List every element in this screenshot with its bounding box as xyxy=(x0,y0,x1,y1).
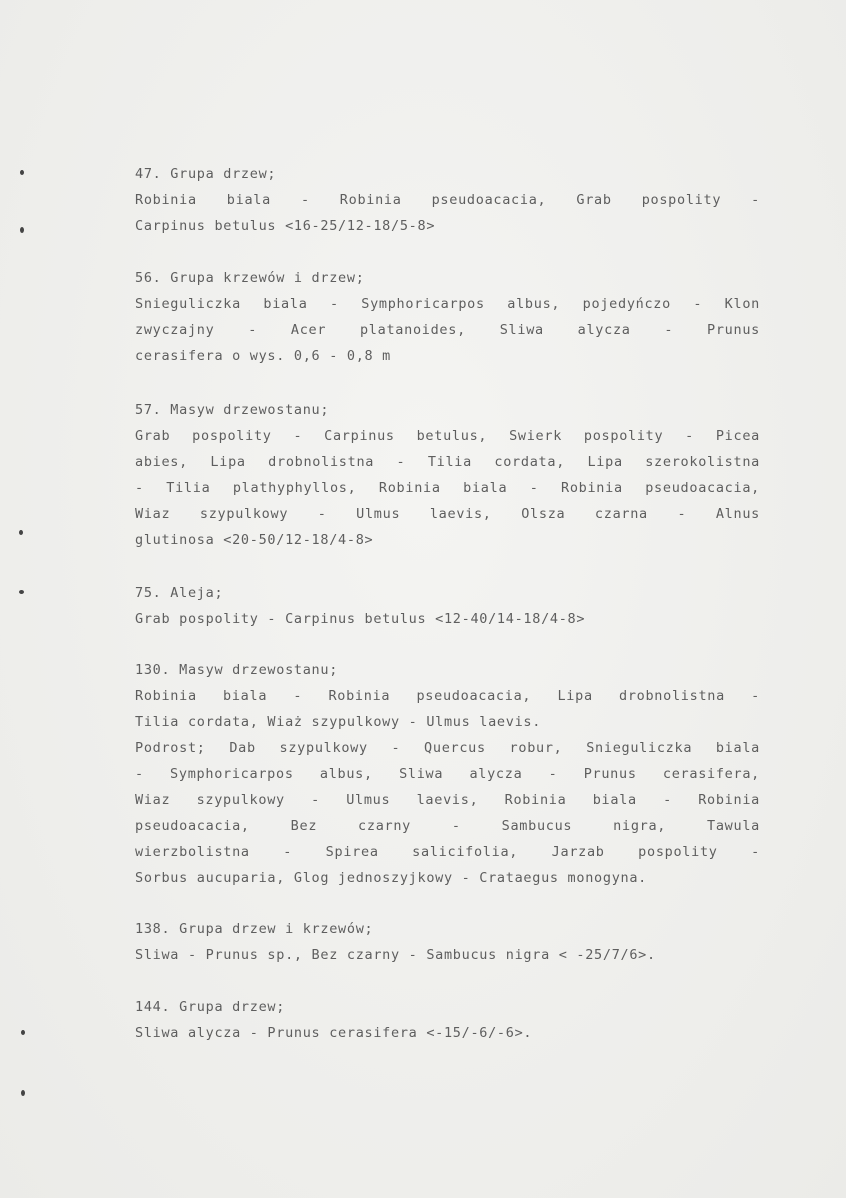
section-text-line: Podrost; Dab szypulkowy - Quercus robur, Snieguliczka biala xyxy=(135,740,760,756)
section-text-line: Sliwa alycza - Prunus cerasifera <-15/-6/-6>. xyxy=(135,1025,533,1041)
section-heading: 47. Grupa drzew; xyxy=(135,166,277,182)
scan-speck xyxy=(21,1090,25,1096)
section-heading: 138. Grupa drzew i krzewów; xyxy=(135,921,374,937)
section-75 xyxy=(135,580,760,632)
section-heading: 144. Grupa drzew; xyxy=(135,999,286,1015)
section-text-line: pseudoacacia, Bez czarny - Sambucus nigra, Tawula xyxy=(135,818,760,834)
section-57 xyxy=(135,397,760,553)
section-text-line: Carpinus betulus <16-25/12-18/5-8> xyxy=(135,218,436,234)
section-text-line: Robinia biala - Robinia pseudoacacia, Grab pospolity - xyxy=(135,192,760,208)
section-47 xyxy=(135,161,760,239)
section-text-line: wierzbolistna - Spirea salicifolia, Jarzab pospolity - xyxy=(135,844,760,860)
section-text-line: Robinia biala - Robinia pseudoacacia, Lipa drobnolistna - xyxy=(135,688,760,704)
scan-speck xyxy=(21,1030,25,1035)
section-heading: 130. Masyw drzewostanu; xyxy=(135,662,339,678)
section-heading: 75. Aleja; xyxy=(135,585,224,601)
section-text-line: abies, Lipa drobnolistna - Tilia cordata, Lipa szerokolistna xyxy=(135,454,760,470)
section-text-line: zwyczajny - Acer platanoides, Sliwa alycza - Prunus xyxy=(135,322,760,338)
section-text-line: - Tilia plathyphyllos, Robinia biala - Robinia pseudoacacia, xyxy=(135,480,760,496)
scan-speck xyxy=(20,227,24,233)
section-56 xyxy=(135,265,760,369)
section-text-line: glutinosa <20-50/12-18/4-8> xyxy=(135,532,374,548)
section-text-line: Snieguliczka biala - Symphoricarpos albus, pojedyńczo - Klon xyxy=(135,296,760,312)
section-138 xyxy=(135,916,760,968)
section-text-line: Sliwa - Prunus sp., Bez czarny - Sambucus nigra < -25/7/6>. xyxy=(135,947,656,963)
section-heading: 56. Grupa krzewów i drzew; xyxy=(135,270,365,286)
section-text-line: Wiaz szypulkowy - Ulmus laevis, Olsza czarna - Alnus xyxy=(135,506,760,522)
section-heading: 57. Masyw drzewostanu; xyxy=(135,402,330,418)
scan-speck xyxy=(20,170,24,175)
section-text-line: - Symphoricarpos albus, Sliwa alycza - Prunus cerasifera, xyxy=(135,766,760,782)
section-130 xyxy=(135,657,760,891)
section-144 xyxy=(135,994,760,1046)
section-text-line: Sorbus aucuparia, Glog jednoszyjkowy - Crataegus monogyna. xyxy=(135,870,648,886)
section-text-line: Grab pospolity - Carpinus betulus, Swierk pospolity - Picea xyxy=(135,428,760,444)
section-text-line: Grab pospolity - Carpinus betulus <12-40/14-18/4-8> xyxy=(135,611,586,627)
scan-speck xyxy=(19,530,23,535)
section-text-line: Tilia cordata, Wiaż szypulkowy - Ulmus laevis. xyxy=(135,714,542,730)
section-text-line: cerasifera o wys. 0,6 - 0,8 m xyxy=(135,348,392,364)
scan-speck xyxy=(19,590,24,594)
section-text-line: Wiaz szypulkowy - Ulmus laevis, Robinia biala - Robinia xyxy=(135,792,760,808)
